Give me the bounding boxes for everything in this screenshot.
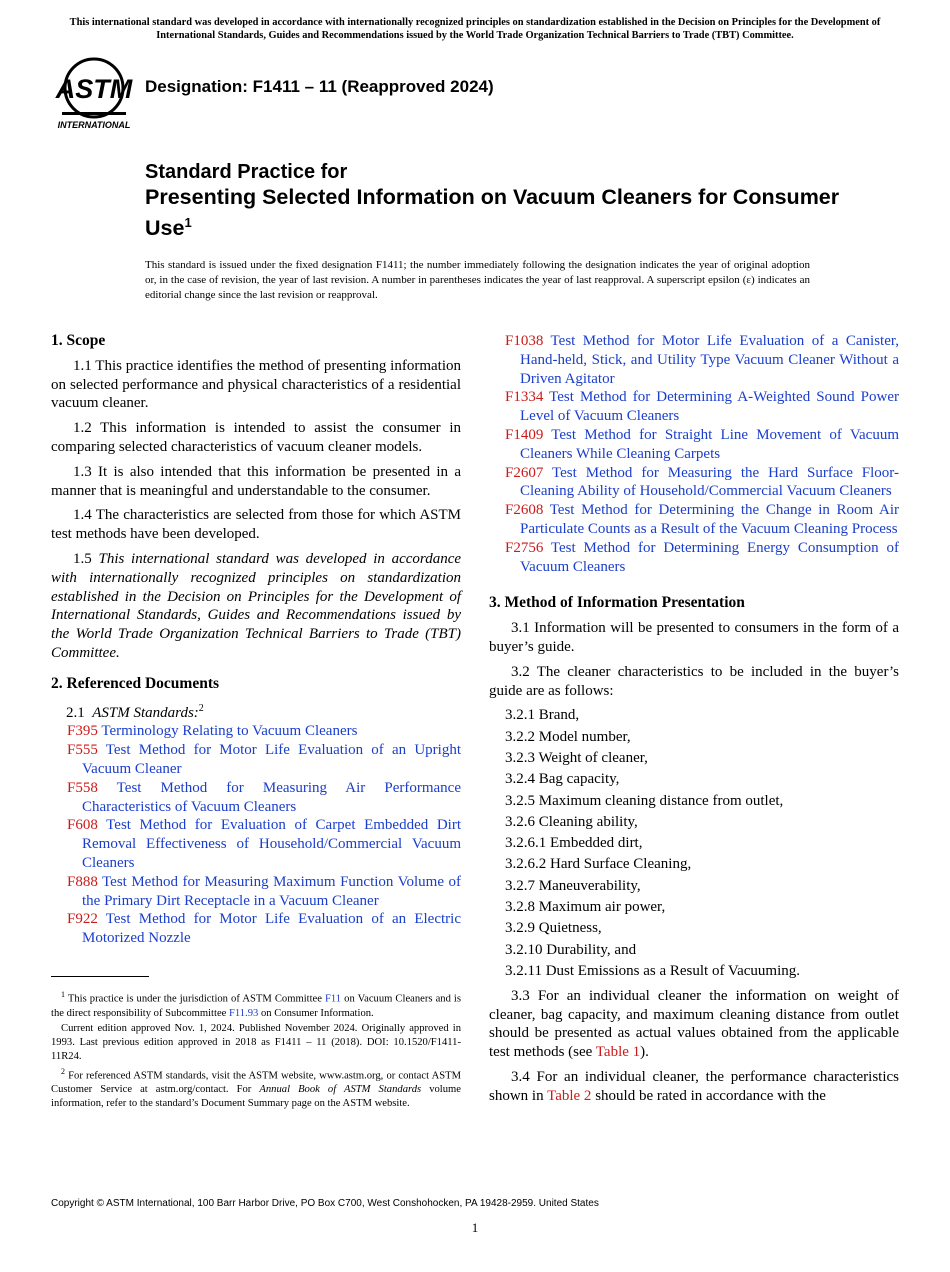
para-1-5-text: This international standard was developed in accordance with internationally recognized principles on standardization established in the Decision on Principles for the Development of International Standards, Guides and Recommendations issued by the World Trade Organization Technical Barriers to Trade (TBT) Committee.: [51, 550, 462, 661]
ref-item[interactable]: [51, 816, 461, 872]
issued-note: This standard is issued under the fixed designation F1411; the number immediately following the designation indicates the year of original adoption or, in the case of revision, the year of last revision. A number in parentheses indicates the year of last reapproval. A superscript epsilon (ε) indicates an editorial change since the last revision or reapproval.: [145, 259, 810, 301]
subsection-2-1-num: 2.1: [66, 704, 85, 721]
list-item: 3.2.9 Quietness,: [505, 920, 602, 937]
ref-item[interactable]: [51, 910, 461, 948]
ref-title[interactable]: Test Method for Determining the Change in Room Air Particulate Counts as a Result of the Vacuum Cleaning Process: [520, 502, 899, 537]
subsection-2-1-label: ASTM Standards:: [92, 704, 199, 721]
footnote-1-mark: 1: [61, 990, 65, 999]
ref-code[interactable]: F395: [67, 723, 98, 740]
title-line-1: Standard Practice for: [145, 161, 348, 183]
ref-item[interactable]: [489, 501, 899, 539]
section-2-heading: 2. Referenced Documents: [51, 674, 220, 692]
title-footnote-mark: 1: [184, 215, 192, 230]
para-3-4-end: should be rated in accordance with the: [591, 1087, 826, 1104]
footnote-2-text-a: For referenced ASTM standards, visit the ASTM website, www.astm.org, or contact ASTM Customer Service at astm.org/contact. For: [51, 1070, 461, 1096]
ref-code[interactable]: F1334: [505, 389, 544, 406]
ref-code[interactable]: F608: [67, 817, 98, 834]
ref-item[interactable]: [489, 539, 899, 577]
footnotes: [51, 988, 461, 1112]
footnote-2: [51, 1065, 461, 1112]
ref-code[interactable]: F1038: [505, 333, 544, 349]
ref-code[interactable]: F2756: [505, 539, 544, 556]
ref-code[interactable]: F555: [67, 742, 98, 759]
ref-item[interactable]: [489, 464, 899, 502]
table-1-link[interactable]: Table 1: [595, 1044, 641, 1061]
footnote-1-text-a: This practice is under the jurisdiction of ASTM Committee: [67, 993, 326, 1005]
ref-list-right: [489, 332, 899, 576]
list-item: 3.2.6.2 Hard Surface Cleaning,: [505, 856, 692, 873]
footnote-2-text-b: volume information, refer to the standard’s Document Summary page on the ASTM website.: [51, 1084, 461, 1110]
ref-item[interactable]: [489, 388, 899, 426]
copyright-notice: Copyright © ASTM International, 100 Barr Harbor Drive, PO Box C700, West Conshohocken, PA 19428-2959. United States: [51, 1198, 599, 1209]
section-1-heading: 1. Scope: [51, 332, 106, 349]
list-item: 3.2.10 Durability, and: [505, 941, 637, 958]
para-1-5: [51, 550, 461, 663]
list-item: 3.2.2 Model number,: [505, 728, 631, 745]
subsection-2-1-mark: 2: [198, 702, 204, 714]
para-3-3-text: 3.3 For an individual cleaner the information on weight of cleaner, bag capacity, and maximum cleaning distance from outlet should be presented as actual values obtained from the applicable test methods (see: [489, 987, 899, 1061]
ref-item[interactable]: [51, 741, 461, 779]
footnote-divider: [51, 976, 149, 977]
list-item: 3.2.6 Cleaning ability,: [505, 813, 638, 830]
ref-title[interactable]: Test Method for Motor Life Evaluation of an Upright Vacuum Cleaner: [82, 742, 461, 777]
para-1-5-num: 1.5: [73, 550, 92, 567]
ref-title[interactable]: Test Method for Determining A-Weighted Sound Power Level of Vacuum Cleaners: [520, 389, 899, 425]
ref-item[interactable]: [51, 779, 461, 817]
ref-code[interactable]: F2607: [505, 464, 544, 481]
para-1-4: 1.4 The characteristics are selected from those for which ASTM test methods have been developed.: [51, 507, 461, 543]
astm-international-text: INTERNATIONAL: [57, 120, 131, 130]
ref-code[interactable]: F1409: [505, 426, 544, 443]
ref-title[interactable]: Terminology Relating to Vacuum Cleaners: [101, 723, 358, 740]
ref-item[interactable]: [489, 332, 899, 388]
ref-title[interactable]: Test Method for Evaluation of Carpet Embedded Dirt Removal Effectiveness of Household/Commercial Vacuum Cleaners: [82, 817, 461, 871]
para-3-1: 3.1 Information will be presented to consumers in the form of a buyer’s guide.: [489, 620, 899, 655]
subcommittee-link[interactable]: F11.93: [229, 1007, 259, 1019]
para-3-3: [489, 987, 899, 1062]
committee-f11-link[interactable]: F11: [325, 993, 342, 1005]
designation: Designation: F1411 – 11 (Reapproved 2024): [145, 77, 494, 96]
ref-title[interactable]: Test Method for Measuring Air Performance Characteristics of Vacuum Cleaners: [82, 779, 461, 815]
para-3-3-end: ).: [640, 1044, 649, 1061]
list-item: 3.2.3 Weight of cleaner,: [505, 749, 648, 766]
ref-code[interactable]: F558: [67, 779, 98, 796]
footnote-2-mark: 2: [61, 1066, 65, 1076]
footnote-approval: Current edition approved Nov. 1, 2024. Published November 2024. Originally approved in 1993. Last previous edition approved in 2018 as F1411 – 11 (2018). DOI: 10.1520/F1411-11R24.: [51, 1022, 461, 1062]
list-item: 3.2.6.1 Embedded dirt,: [505, 835, 643, 852]
section-3-heading: 3. Method of Information Presentation: [489, 594, 745, 612]
para-1-2: 1.2 This information is intended to assist the consumer in comparing selected characteristics of vacuum cleaner models.: [51, 420, 461, 455]
ref-list-left: [51, 722, 461, 948]
ref-item[interactable]: [51, 722, 461, 741]
astm-logo: [52, 56, 136, 132]
title-text: Presenting Selected Information on Vacuum Cleaners for Consumer Use: [145, 185, 840, 241]
right-column: [489, 332, 899, 1111]
table-2-link[interactable]: Table 2: [547, 1087, 592, 1104]
subsection-2-1: [51, 700, 461, 723]
ref-item[interactable]: [489, 426, 899, 464]
list-item: 3.2.8 Maximum air power,: [505, 899, 666, 916]
list-item: 3.2.1 Brand,: [505, 707, 580, 724]
ref-item[interactable]: [51, 873, 461, 911]
ref-code[interactable]: F888: [67, 873, 98, 890]
left-column: [51, 332, 461, 948]
ref-title[interactable]: Test Method for Straight Line Movement of Vacuum Cleaners While Cleaning Carpets: [520, 426, 899, 462]
para-1-3: 1.3 It is also intended that this information be presented in a manner that is meaningful and understandable to the consumer.: [51, 463, 461, 499]
astm-wordmark: ASTM: [55, 74, 133, 104]
astm-logo-icon: [52, 56, 136, 132]
footnote-1-text-c: on Consumer Information.: [258, 1007, 374, 1019]
para-3-4-text: 3.4 For an individual cleaner, the performance characteristics shown in: [489, 1068, 899, 1104]
title-line-2: [145, 184, 865, 241]
para-3-4: [489, 1068, 899, 1106]
list-item: 3.2.4 Bag capacity,: [505, 771, 620, 788]
ref-code[interactable]: F922: [67, 911, 98, 928]
ref-code[interactable]: F2608: [505, 502, 544, 519]
para-1-1: 1.1 This practice identifies the method of presenting information on selected performance and physical characteristics of a residential vacuum cleaner.: [51, 357, 461, 412]
footnote-1: [51, 988, 461, 1021]
ref-title[interactable]: Test Method for Measuring Maximum Function Volume of the Primary Dirt Receptacle in a Vacuum Cleaner: [82, 873, 461, 909]
ref-title[interactable]: Test Method for Motor Life Evaluation of an Electric Motorized Nozzle: [82, 911, 461, 947]
list-item: 3.2.7 Maneuverability,: [505, 877, 641, 894]
footnote-1-text-b: on Vacuum Cleaners and is the direct responsibility of Subcommittee: [51, 993, 461, 1019]
ref-title[interactable]: Test Method for Determining Energy Consumption of Vacuum Cleaners: [520, 539, 899, 575]
characteristics-list: [489, 706, 899, 980]
list-item: 3.2.5 Maximum cleaning distance from outlet,: [505, 792, 784, 809]
document-title: [145, 160, 865, 241]
list-item: 3.2.11 Dust Emissions as a Result of Vacuuming.: [505, 962, 800, 979]
footnote-2-italic: Annual Book of ASTM Standards: [259, 1084, 422, 1096]
para-3-2: 3.2 The cleaner characteristics to be included in the buyer’s guide are as follows:: [489, 663, 899, 699]
ref-title[interactable]: Test Method for Measuring the Hard Surface Floor-Cleaning Ability of Household/Commercial Vacuum Cleaners: [520, 464, 899, 500]
top-notice: This international standard was developed in accordance with internationally recognized principles on standardization established in the Decision on Principles for the Development of International Standards, Guides and Recommendations issued by the World Trade Organization Technical Barriers to Trade (TBT) Committee.: [69, 17, 881, 41]
ref-title[interactable]: Test Method for Motor Life Evaluation of a Canister, Hand-held, Stick, and Utility Type Vacuum Cleaner Without a Driven Agitator: [520, 333, 899, 387]
page-number: 1: [471, 1220, 479, 1235]
